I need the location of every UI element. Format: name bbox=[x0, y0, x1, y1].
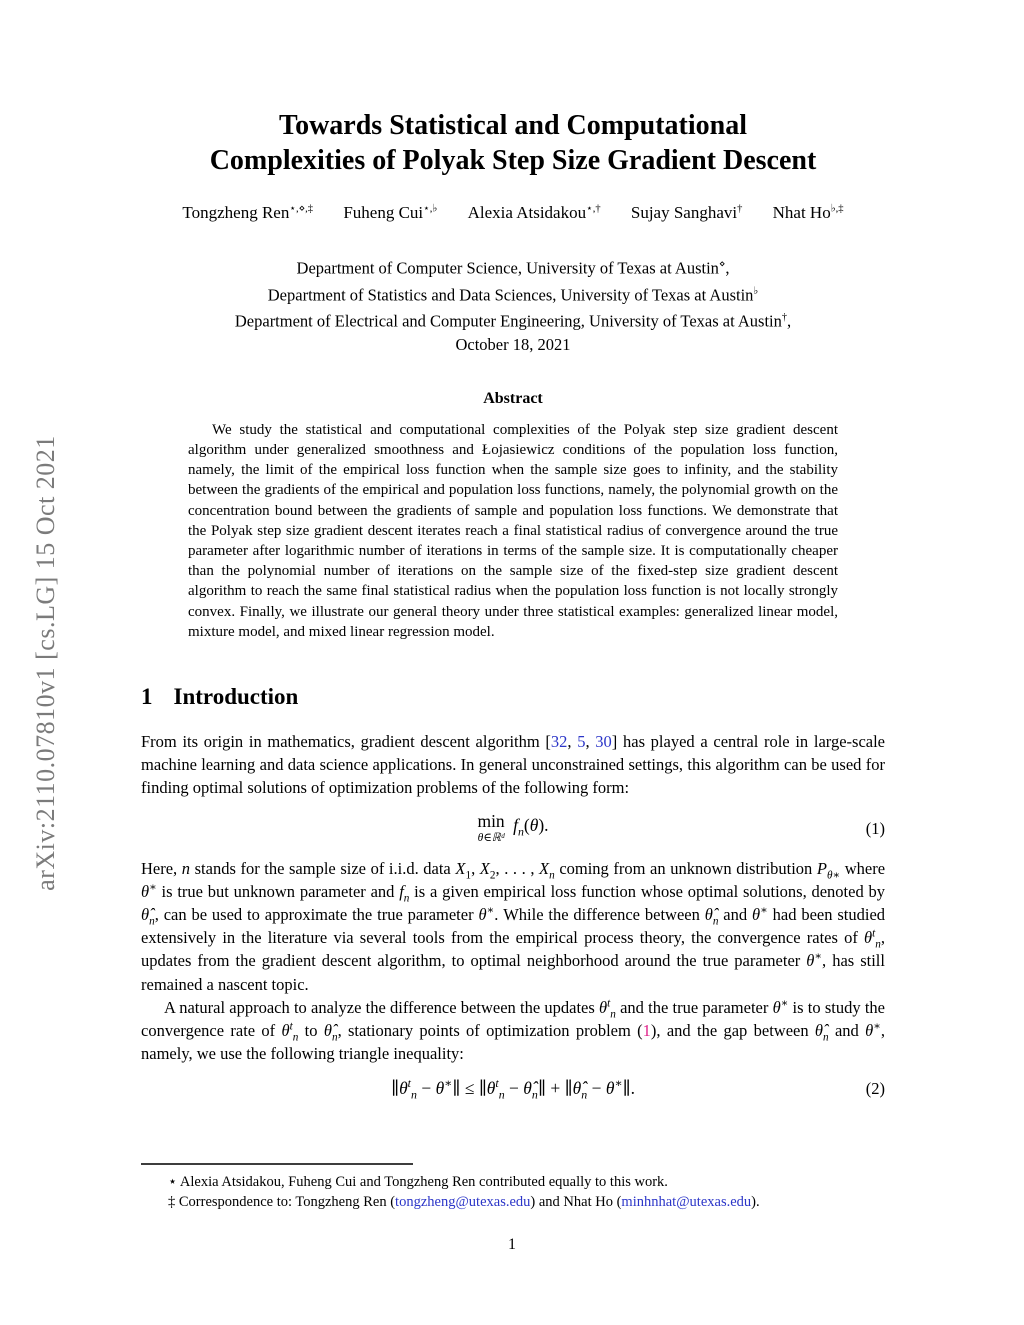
affiliation-line: Department of Statistics and Data Sciences, University of Texas at Austin♭ bbox=[267, 285, 759, 305]
text-run: ) and Nhat Ho ( bbox=[530, 1194, 622, 1210]
affiliation-block bbox=[141, 253, 885, 356]
text-run: θ bbox=[141, 881, 150, 901]
text-run: n bbox=[149, 915, 155, 928]
text-run: and bbox=[828, 1020, 866, 1040]
author-affil-marks: ⋆,⋄,‡ bbox=[289, 203, 314, 215]
text-run: , stationary points of optimization problem ( bbox=[337, 1020, 643, 1040]
text-run: , bbox=[471, 858, 480, 878]
text-run: n bbox=[581, 1087, 588, 1102]
text-run: , bbox=[567, 731, 578, 751]
text-run: θ bbox=[281, 1020, 290, 1040]
equation-ref-link[interactable]: 1 bbox=[642, 1020, 651, 1040]
text-run: X bbox=[455, 858, 466, 878]
text-run: f bbox=[513, 815, 518, 836]
text-run: n bbox=[712, 915, 719, 928]
text-run: ∥. bbox=[622, 1078, 636, 1099]
text-run: − bbox=[587, 1078, 606, 1099]
abstract-heading: Abstract bbox=[483, 389, 543, 407]
text-run: θ bbox=[865, 1020, 874, 1040]
equation-1 bbox=[141, 810, 885, 845]
footnote-rule bbox=[141, 1163, 413, 1165]
section-number: 1 bbox=[141, 683, 153, 709]
text-run: , . . . , bbox=[495, 858, 540, 878]
text-run: θ bbox=[599, 997, 608, 1017]
section-heading-introduction bbox=[141, 684, 885, 710]
paper-content bbox=[141, 0, 885, 1111]
text-run: and the true parameter bbox=[615, 997, 773, 1017]
text-run: , has still remained a nascent topic. bbox=[141, 951, 885, 994]
text-run: ). bbox=[538, 815, 549, 836]
footnote-correspondence bbox=[141, 1192, 885, 1212]
author-affil-marks: ♭,‡ bbox=[830, 203, 844, 215]
text-run: From its origin in mathematics, gradient descent algorithm [ bbox=[141, 731, 551, 751]
text-run: θ̂ bbox=[704, 904, 713, 924]
text-run: n bbox=[875, 938, 881, 951]
citation-link[interactable]: 5 bbox=[577, 731, 586, 751]
text-run: θ∗ bbox=[826, 868, 841, 881]
text-run: ∥ + ∥ bbox=[537, 1078, 573, 1099]
text-run: θ̂ bbox=[572, 1078, 582, 1099]
email-link[interactable]: minhnhat@utexas.edu bbox=[621, 1194, 752, 1210]
author-fuheng-cui: Fuheng Cui⋆,♭ bbox=[343, 203, 438, 223]
text-run: ∗ bbox=[149, 881, 157, 894]
text-run: ). bbox=[751, 1194, 760, 1210]
page-number: 1 bbox=[508, 1236, 516, 1253]
text-run: ‡ Correspondence to: Tongzheng Ren ( bbox=[168, 1194, 396, 1210]
text-run: f bbox=[399, 881, 404, 901]
text-run: ∗ bbox=[780, 997, 789, 1010]
author-tongzheng-ren: Tongzheng Ren⋆,⋄,‡ bbox=[182, 203, 314, 223]
text-run: n bbox=[292, 1031, 299, 1044]
text-run: n bbox=[331, 1031, 338, 1044]
text-run: θ bbox=[486, 1078, 496, 1099]
citation-link[interactable]: 32 bbox=[550, 731, 568, 751]
author-affil-marks: ⋆,♭ bbox=[423, 203, 438, 215]
text-run: ∗ bbox=[814, 950, 823, 963]
text-run: to bbox=[298, 1020, 324, 1040]
text-run: t bbox=[289, 1020, 293, 1033]
affiliation-line: Department of Computer Science, University of Texas at Austin⋄, bbox=[296, 258, 730, 278]
intro-paragraph-1 bbox=[141, 730, 885, 800]
text-run: t bbox=[495, 1076, 499, 1091]
text-run: is to study the convergence rate of bbox=[141, 997, 885, 1040]
text-run: n bbox=[549, 868, 555, 881]
text-run: θ bbox=[772, 997, 781, 1017]
text-run: − bbox=[504, 1078, 524, 1099]
author-affil-marks: † bbox=[737, 203, 743, 215]
intro-paragraph-2 bbox=[141, 857, 885, 996]
text-run: , updates from the gradient descent algorithm, to optimal neighborhood around the true parameter bbox=[141, 928, 885, 971]
text-run: θ̂ bbox=[523, 1078, 532, 1099]
text-run: X bbox=[539, 858, 550, 878]
text-run: n bbox=[181, 858, 191, 878]
text-run: had been studied extensively in the literature via several tools from the empirical process theory, the convergence rates of bbox=[141, 904, 886, 948]
section-title: Introduction bbox=[173, 683, 299, 709]
text-run: n bbox=[517, 824, 524, 839]
email-link[interactable]: tongzheng@utexas.edu bbox=[395, 1194, 531, 1210]
text-run: stands for the sample size of i.i.d. data bbox=[190, 858, 456, 878]
author-list bbox=[141, 203, 885, 224]
text-run: θ bbox=[752, 904, 761, 924]
text-run: n bbox=[823, 1031, 829, 1044]
paper-title bbox=[141, 108, 885, 179]
paper-date: October 18, 2021 bbox=[455, 334, 571, 354]
text-run: θ bbox=[478, 904, 487, 924]
text-run: ] has played a central role in large-scale machine learning and data science applications. In general unconstrained settings, this algorithm can be used for finding optimal solutions of optimization problems of the following form: bbox=[141, 731, 886, 798]
text-run: θ bbox=[864, 928, 873, 948]
text-run: ∗ bbox=[760, 904, 768, 917]
text-run: ), and the gap between bbox=[650, 1020, 815, 1040]
text-run: and bbox=[718, 904, 753, 924]
text-run: ∥ bbox=[390, 1078, 400, 1099]
text-run: n bbox=[410, 1087, 417, 1102]
text-run: θ bbox=[806, 951, 815, 971]
text-run: θ bbox=[605, 1078, 615, 1099]
title-line-2: Complexities of Polyak Step Size Gradient Descent bbox=[209, 145, 817, 177]
text-run: . While the difference between bbox=[494, 904, 705, 924]
text-run: ∗ bbox=[444, 1076, 453, 1091]
text-run: Here, bbox=[141, 858, 182, 878]
author-affil-marks: ⋆,† bbox=[586, 203, 601, 215]
text-run: θ̂ bbox=[323, 1020, 332, 1040]
text-run: n bbox=[531, 1087, 538, 1102]
text-run: t bbox=[607, 997, 611, 1010]
author-sujay-sanghavi: Sujay Sanghavi† bbox=[630, 203, 743, 223]
text-run: where bbox=[840, 858, 886, 878]
affiliation-line: Department of Electrical and Computer Engineering, University of Texas at Austin†, bbox=[234, 311, 792, 331]
text-run: − bbox=[416, 1078, 436, 1099]
text-run: n bbox=[610, 1008, 616, 1021]
text-run: ∥ ≤ ∥ bbox=[452, 1078, 487, 1099]
equation-2-body bbox=[390, 1076, 636, 1102]
text-run: is a given empirical loss function whose optimal solutions, denoted by bbox=[409, 881, 885, 901]
text-run: P bbox=[816, 858, 827, 878]
text-run: t bbox=[407, 1076, 411, 1091]
citation-link[interactable]: 30 bbox=[595, 731, 612, 751]
equation-1-body bbox=[513, 815, 549, 839]
text-run: θ bbox=[529, 815, 539, 836]
equation-2-number: (2) bbox=[865, 1078, 885, 1098]
equation-1-number: (1) bbox=[865, 818, 885, 838]
text-run: is true but unknown parameter and bbox=[156, 881, 400, 901]
text-run: 2 bbox=[489, 868, 496, 881]
text-run: X bbox=[479, 858, 490, 878]
text-run: n bbox=[498, 1087, 505, 1102]
text-run: , can be used to approximate the true parameter bbox=[154, 904, 479, 924]
text-run: ∗ bbox=[873, 1020, 881, 1033]
text-run: t bbox=[872, 927, 876, 940]
text-run: A natural approach to analyze the difference between the updates bbox=[164, 997, 600, 1017]
abstract-text: We study the statistical and computational complexities of the Polyak step size gradient descent algorithm under generalized smoothness and Łojasiewicz conditions of the population loss function, namely, the limit of the empirical loss function when the sample size goes to infinity, and the stability between the gradients of the empirical and population loss functions, namely, the polynomial growth on the concentration bound between the gradients of sample and population loss functions. We demonstrate that the Polyak step size gradient descent iterates reach a final statistical radius of convergence around the true parameter after logarithmic number of iterations in terms of the sample size. It is computationally cheaper than the polynomial number of iterations on the sample size of the fixed-step size gradient descent algorithm to reach the same final statistical radius when the population loss function is not locally strongly convex. Finally, we illustrate our general theory under three statistical examples: generalized linear model, mixture model, and mixed linear regression model. bbox=[188, 421, 838, 640]
text-run: ( bbox=[523, 815, 530, 836]
text-run: 1 bbox=[465, 868, 472, 881]
text-run: ⋆ Alexia Atsidakou, Fuheng Cui and Tongzheng Ren contributed equally to this work. bbox=[168, 1174, 668, 1190]
author-alexia-atsidakou: Alexia Atsidakou⋆,† bbox=[467, 203, 601, 223]
text-run: coming from an unknown distribution bbox=[554, 858, 817, 878]
text-run: ∗ bbox=[486, 904, 495, 917]
abstract-section bbox=[141, 390, 885, 642]
min-operator: min θ∈ℝᵈ bbox=[477, 810, 505, 845]
equation-2 bbox=[141, 1076, 885, 1102]
text-run: θ bbox=[399, 1078, 408, 1099]
text-run: θ̂ bbox=[814, 1020, 824, 1040]
text-run: θ bbox=[435, 1078, 445, 1099]
footnote-block bbox=[141, 1163, 885, 1212]
intro-paragraph-3 bbox=[141, 996, 885, 1066]
text-run: , bbox=[585, 731, 596, 751]
text-run: θ̂ bbox=[141, 904, 150, 924]
text-run: n bbox=[403, 892, 410, 905]
text-run: ∗ bbox=[614, 1076, 623, 1091]
author-nhat-ho: Nhat Ho♭,‡ bbox=[772, 203, 844, 223]
text-run: , namely, we use the following triangle inequality: bbox=[141, 1020, 885, 1064]
title-line-1: Towards Statistical and Computational bbox=[278, 110, 748, 141]
arxiv-watermark: arXiv:2110.07810v1 [cs.LG] 15 Oct 2021 bbox=[31, 434, 60, 891]
footnote-equal-contribution bbox=[141, 1172, 885, 1192]
